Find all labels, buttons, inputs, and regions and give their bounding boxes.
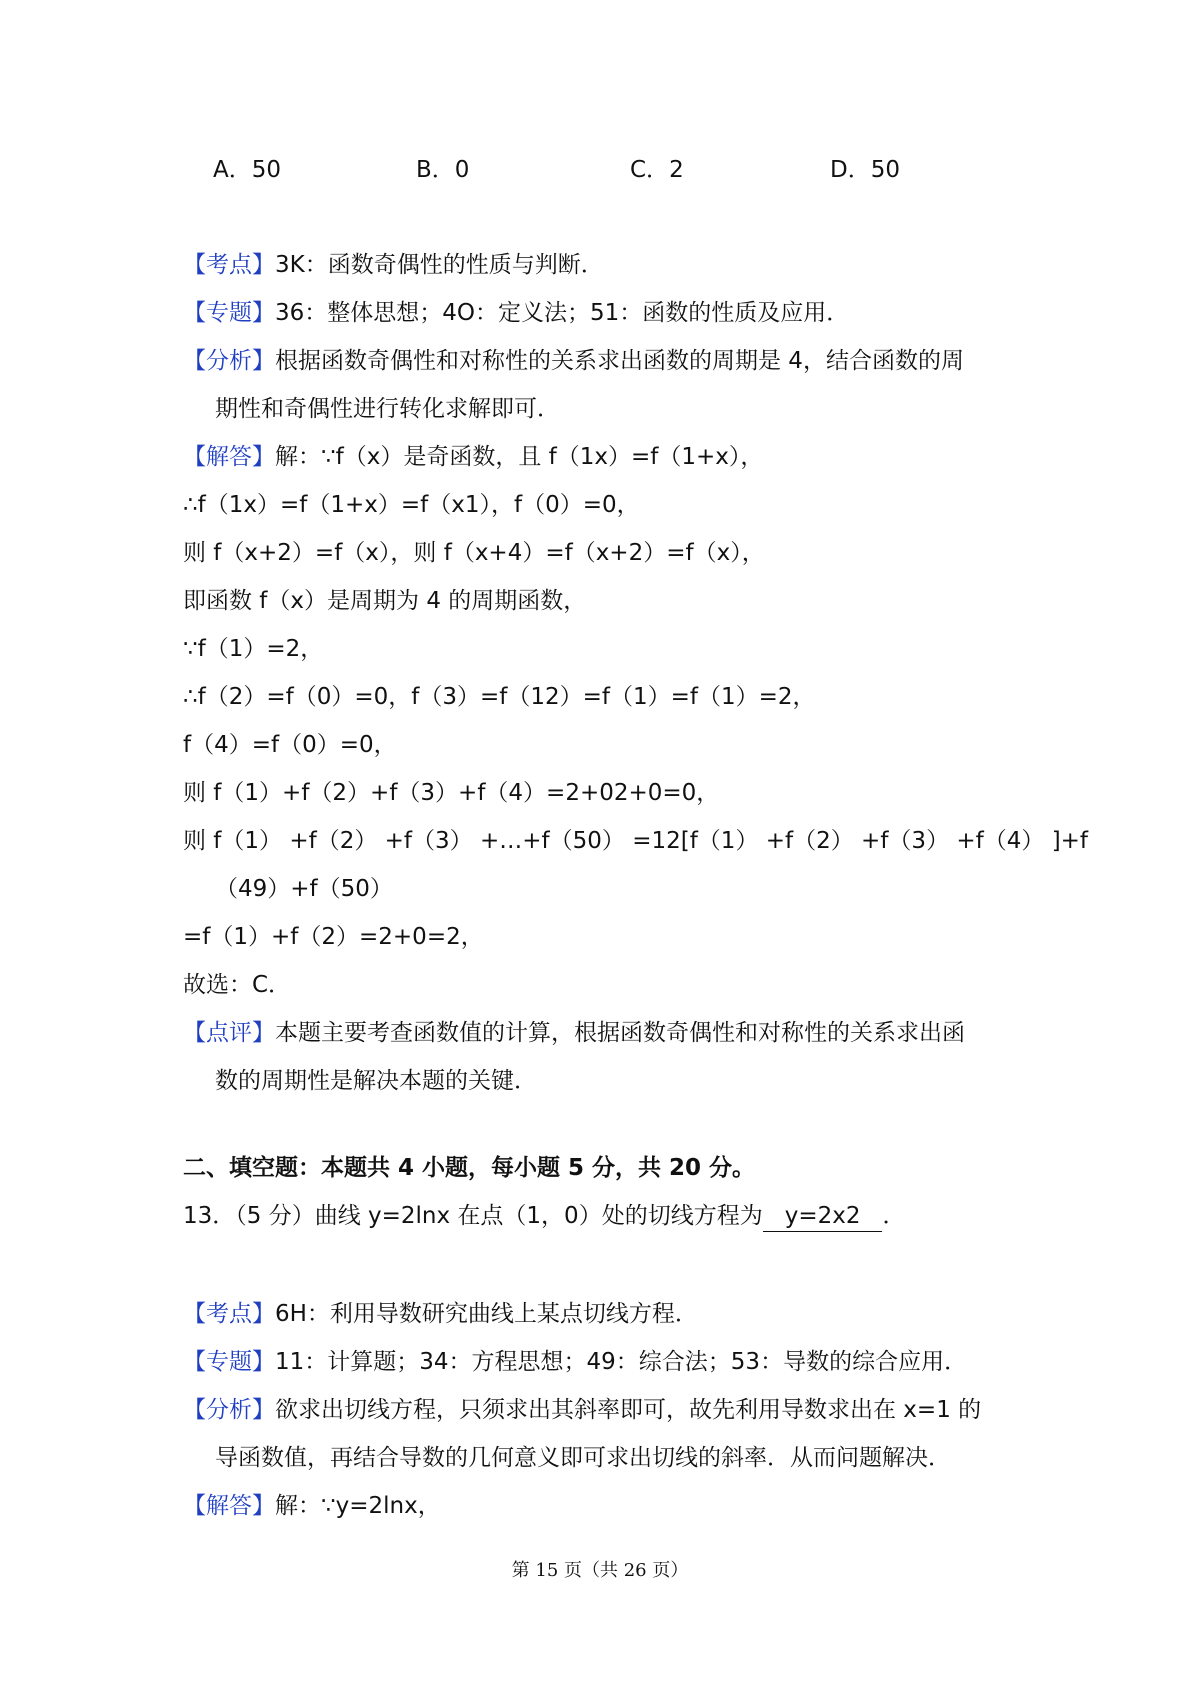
kaodian-text: 3K：函数奇偶性的性质与判断． [275,252,604,278]
q12-zhuanti [183,298,849,328]
q13-question-suffix: ． [882,1203,906,1229]
option-c [630,155,684,185]
solution-step: ∵f（1）=2， [183,636,324,662]
solution-step: f（4）=f（0）=0， [183,732,397,758]
fenxi-tag: 【分析】 [183,1397,275,1423]
solution-step: （49）+f（50） [215,876,393,902]
option-c-label: C． [630,157,670,183]
zhuanti-tag: 【专题】 [183,1349,275,1375]
option-c-value: 2 [669,157,684,183]
kaodian-tag: 【考点】 [183,252,275,278]
zhuanti-tag: 【专题】 [183,300,275,326]
jieda-text: 解：∵f（x）是奇函数，且 f（1x）=f（1+x）， [275,444,764,470]
q13-question-text: 13．（5 分）曲线 y=2lnx 在点（1，0）处的切线方程为 [183,1203,763,1229]
fenxi-line1: 欲求出切线方程，只须求出其斜率即可，故先利用导数求出在 x=1 的 [275,1397,982,1423]
kaodian-tag: 【考点】 [183,1301,275,1327]
solution-step: 则 f（1）+f（2）+f（3）+f（4）=2+02+0=0， [183,780,720,806]
option-d [830,155,900,185]
q12-jieda [183,442,763,472]
q13-jieda [183,1491,441,1521]
option-b-label: B． [416,157,455,183]
q13-kaodian [183,1299,698,1329]
option-a-value: 50 [251,157,282,183]
jieda-text: 解：∵y=2lnx， [275,1493,441,1519]
option-a [213,155,281,185]
option-d-label: D． [830,157,871,183]
zhuanti-text: 11：计算题；34：方程思想；49：综合法；53：导数的综合应用． [275,1349,968,1375]
solution-step: 则 f（x+2）=f（x），则 f（x+4）=f（x+2）=f（x）， [183,540,765,566]
q13-fenxi-line2: 导函数值，再结合导数的几何意义即可求出切线的斜率．从而问题解决． [215,1445,951,1471]
option-d-value: 50 [870,157,900,183]
solution-step: 则 f（1） +f（2） +f（3） +…+f（50） =12[f（1） +f（2） +f（3） +f（4） ]+f [183,828,1089,854]
solution-step: ∴f（2）=f（0）=0，f（3）=f（12）=f（1）=f（1）=2， [183,684,816,710]
page-footer: 第 15 页（共 26 页） [511,1560,689,1581]
q13-fenxi [183,1395,981,1425]
q13-zhuanti [183,1347,967,1377]
q13-answer-blank: y=2x2 [763,1201,883,1232]
dianping-line1: 本题主要考查函数值的计算，根据函数奇偶性和对称性的关系求出函 [275,1020,965,1046]
fenxi-tag: 【分析】 [183,348,275,374]
option-a-label: A． [213,157,252,183]
q12-kaodian [183,250,604,280]
solution-step: 故选：C． [183,972,292,998]
jieda-tag: 【解答】 [183,444,275,470]
q12-dianping-line2: 数的周期性是解决本题的关键． [215,1068,537,1094]
section-title: 二、填空题：本题共 4 小题，每小题 5 分，共 20 分。 [183,1155,756,1181]
q12-fenxi [183,346,964,376]
q12-dianping [183,1018,965,1048]
jieda-tag: 【解答】 [183,1493,275,1519]
q12-fenxi-line2: 期性和奇偶性进行转化求解即可． [215,396,560,422]
kaodian-text: 6H：利用导数研究曲线上某点切线方程． [275,1301,698,1327]
dianping-tag: 【点评】 [183,1020,275,1046]
zhuanti-text: 36：整体思想；4O：定义法；51：函数的性质及应用． [275,300,850,326]
fenxi-line1: 根据函数奇偶性和对称性的关系求出函数的周期是 4，结合函数的周 [275,348,964,374]
q13-question [183,1201,905,1232]
option-b-value: 0 [454,157,470,183]
solution-step: 即函数 f（x）是周期为 4 的周期函数， [183,588,587,614]
solution-step: ∴f（1x）=f（1+x）=f（x1），f（0）=0， [183,492,640,518]
solution-step: =f（1）+f（2）=2+0=2， [183,924,484,950]
option-b [416,155,469,185]
